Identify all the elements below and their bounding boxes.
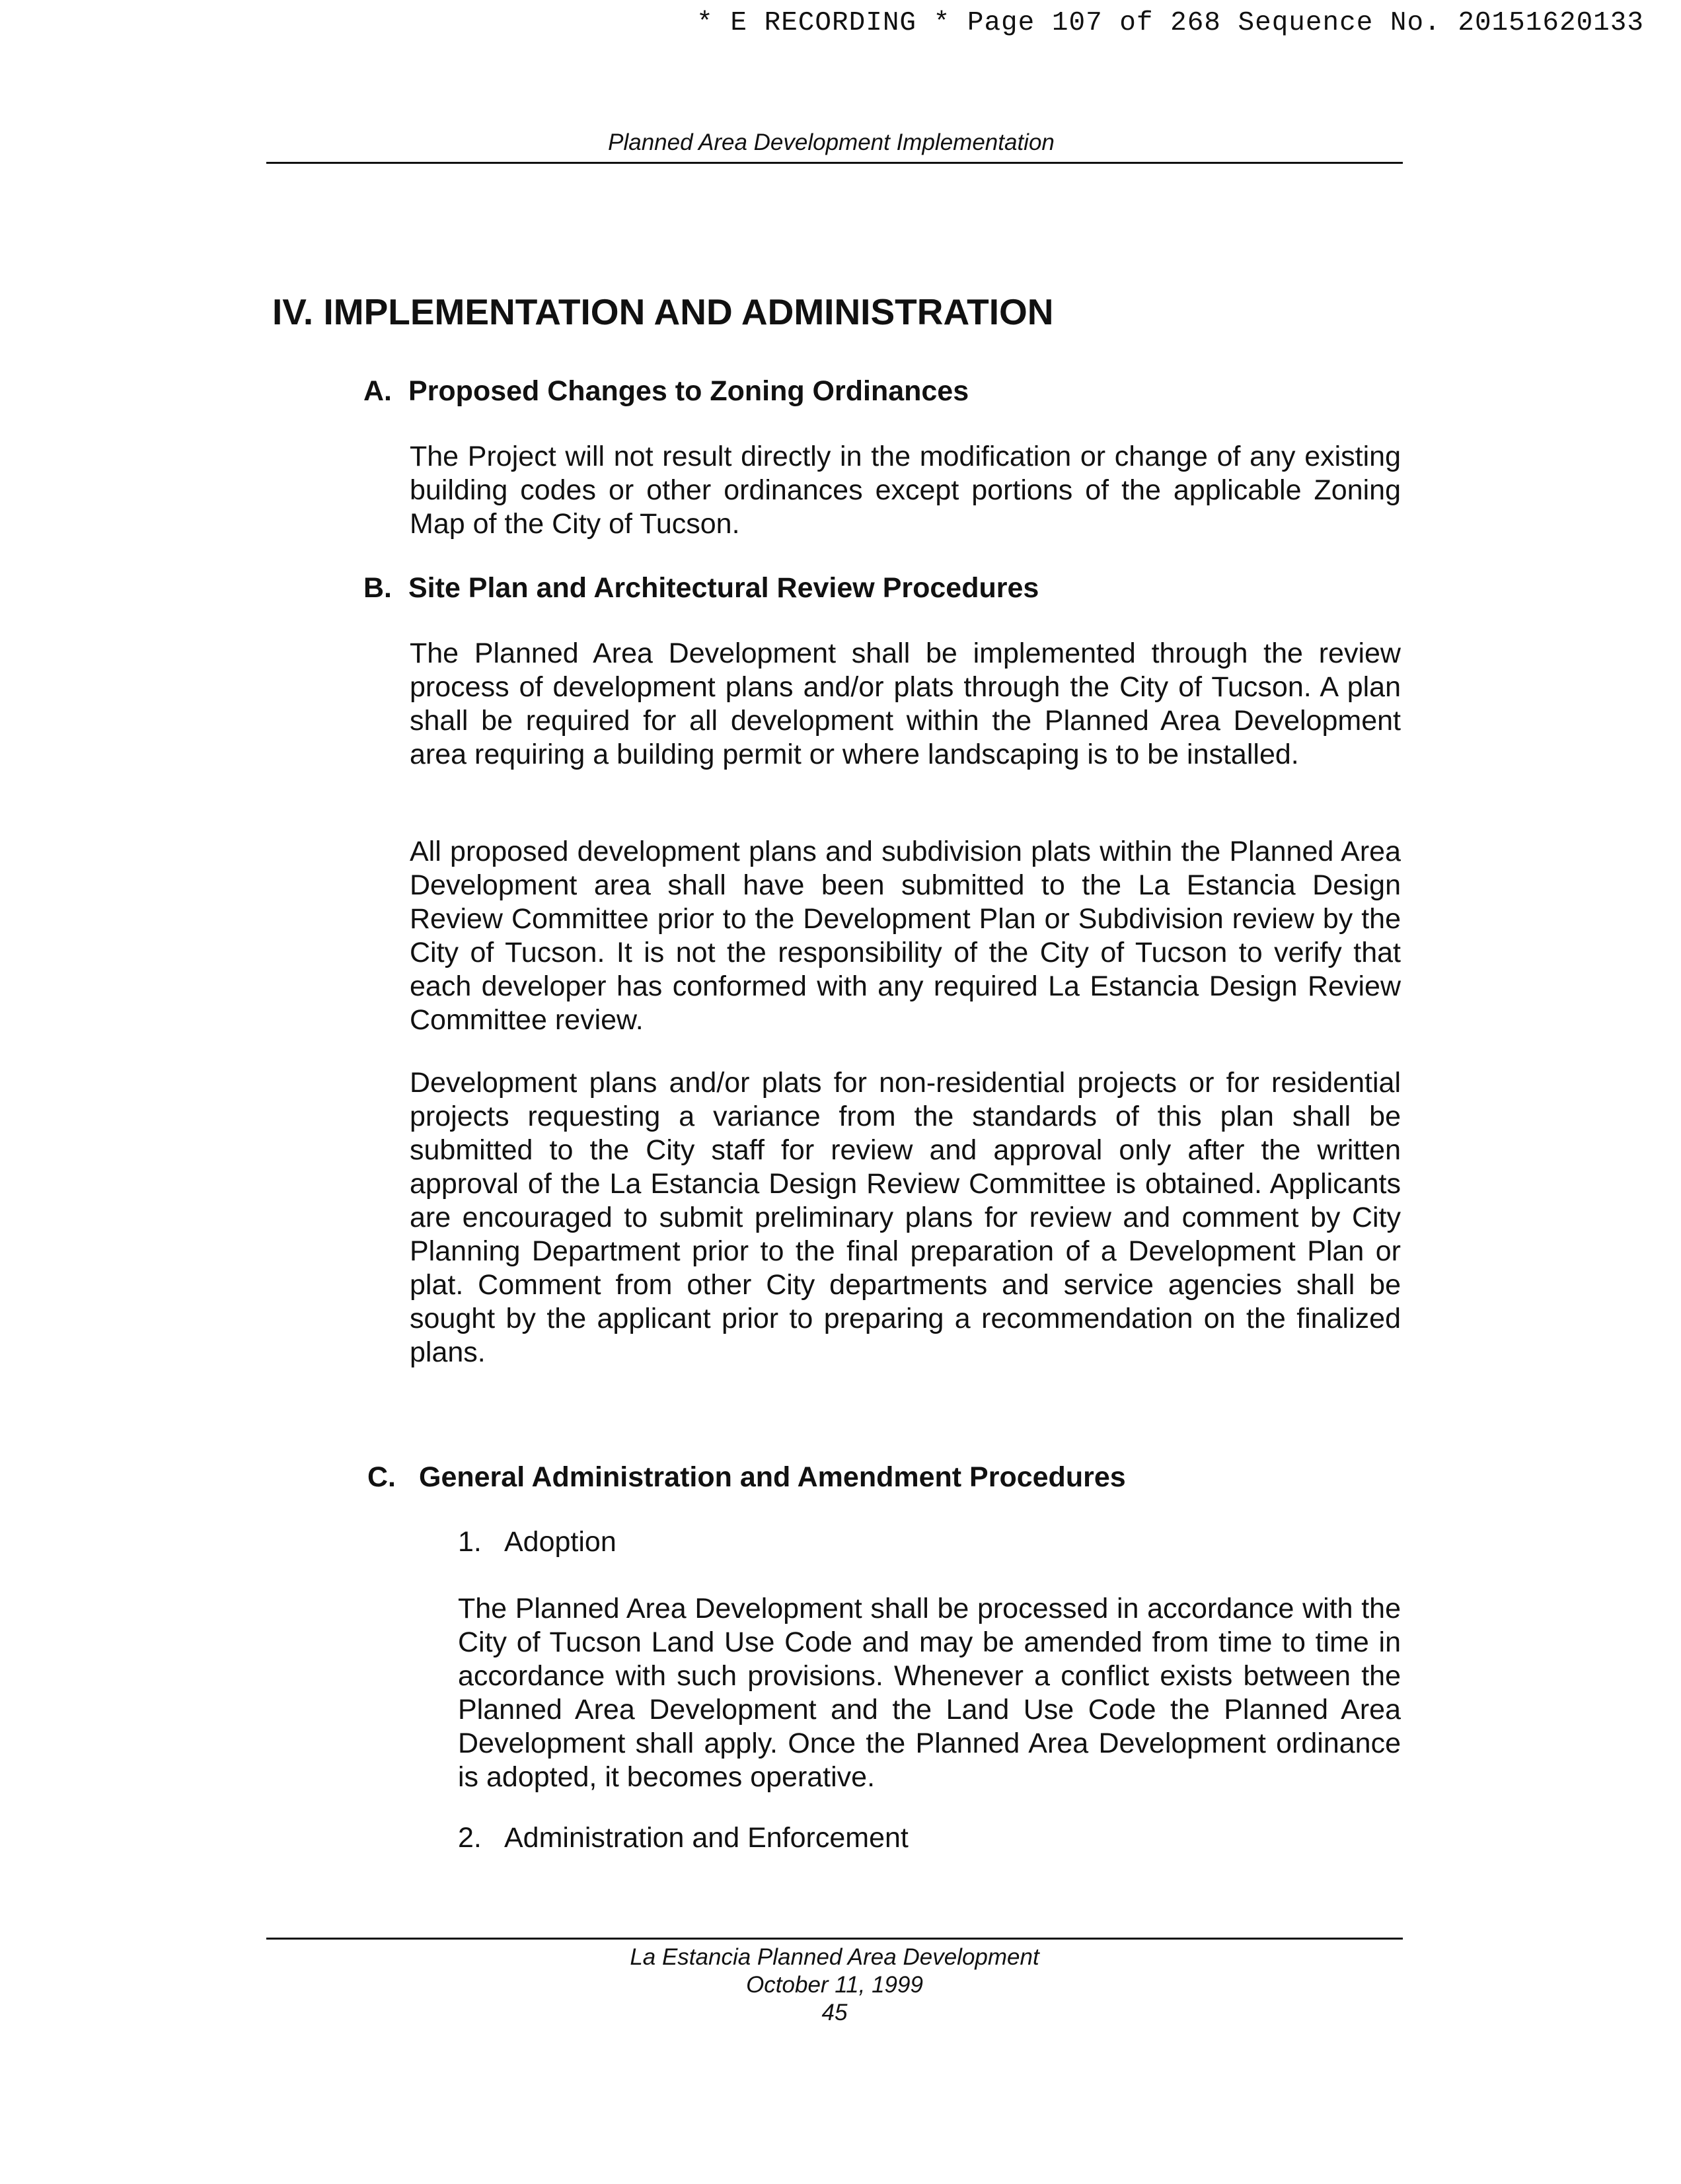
subsection-c-heading xyxy=(367,1461,1126,1494)
item-1-heading xyxy=(458,1526,616,1558)
item-1-title: Adoption xyxy=(504,1526,616,1558)
subsection-b-paragraph-2: All proposed development plans and subdivision plats within the Planned Area Development area shall have been submitted to the La Estancia Design Review Committee prior to the Development Plan or Subdivision review by the City of Tucson. It is not the responsibility of the City of Tucson to verify that each developer has conformed with any required La Estancia Design Review Committee review. xyxy=(410,836,1401,1036)
recording-stamp: * E RECORDING * Page 107 of 268 Sequence No. 20151620133 xyxy=(696,8,1644,38)
subsection-a-marker: A. xyxy=(363,375,392,407)
subsection-b-heading xyxy=(363,572,1039,604)
item-2-number: 2. xyxy=(458,1822,482,1854)
subsection-b-paragraph-3: Development plans and/or plats for non-residential projects or for residential projects requesting a variance from the standards of this plan shall be submitted to the City staff for review and approval only after the written approval of the La Estancia Design Review Committee is obtained. Applicants are encouraged to submit preliminary plans for review and comment by City Planning Department prior to the final preparation of a Development Plan or plat. Comment from other City departments and service agencies shall be sought by the applicant prior to preparing a recommendation on the finalized plans. xyxy=(410,1067,1401,1368)
footer-document-title: La Estancia Planned Area Development xyxy=(630,1944,1039,1970)
subsection-b-title: Site Plan and Architectural Review Procedures xyxy=(408,572,1039,604)
subsection-b-marker: B. xyxy=(363,572,392,604)
item-2-title: Administration and Enforcement xyxy=(504,1822,909,1854)
item-1-paragraph: The Planned Area Development shall be processed in accordance with the City of Tucson Land Use Code and may be amended from time to time in accordance with such provisions. Whenever a conflict exists between the Planned Area Development and the Land Use Code the Planned Area Development shall apply. Once the Planned Area Development ordinance is adopted, it becomes operative. xyxy=(458,1593,1401,1793)
header-rule xyxy=(266,162,1403,164)
item-2-heading xyxy=(458,1822,909,1854)
section-title: IV. IMPLEMENTATION AND ADMINISTRATION xyxy=(272,291,1054,332)
subsection-c-title: General Administration and Amendment Procedures xyxy=(419,1461,1126,1493)
page-number: 45 xyxy=(821,2000,848,2025)
subsection-b-paragraph-1: The Planned Area Development shall be implemented through the review process of development plans and/or plats through the City of Tucson. A plan shall be required for all development within the Planned Area Development area requiring a building permit or where landscaping is to be installed. xyxy=(410,637,1401,770)
subsection-a-paragraph: The Project will not result directly in the modification or change of any existing building codes or other ordinances except portions of the applicable Zoning Map of the City of Tucson. xyxy=(410,441,1401,540)
running-header: Planned Area Development Implementation xyxy=(608,129,1055,155)
item-1-number: 1. xyxy=(458,1526,482,1558)
footer-date: October 11, 1999 xyxy=(746,1972,923,1998)
subsection-a-title: Proposed Changes to Zoning Ordinances xyxy=(408,375,969,407)
subsection-c-marker: C. xyxy=(367,1461,396,1493)
subsection-a-heading xyxy=(363,375,969,408)
footer-rule xyxy=(266,1938,1403,1940)
